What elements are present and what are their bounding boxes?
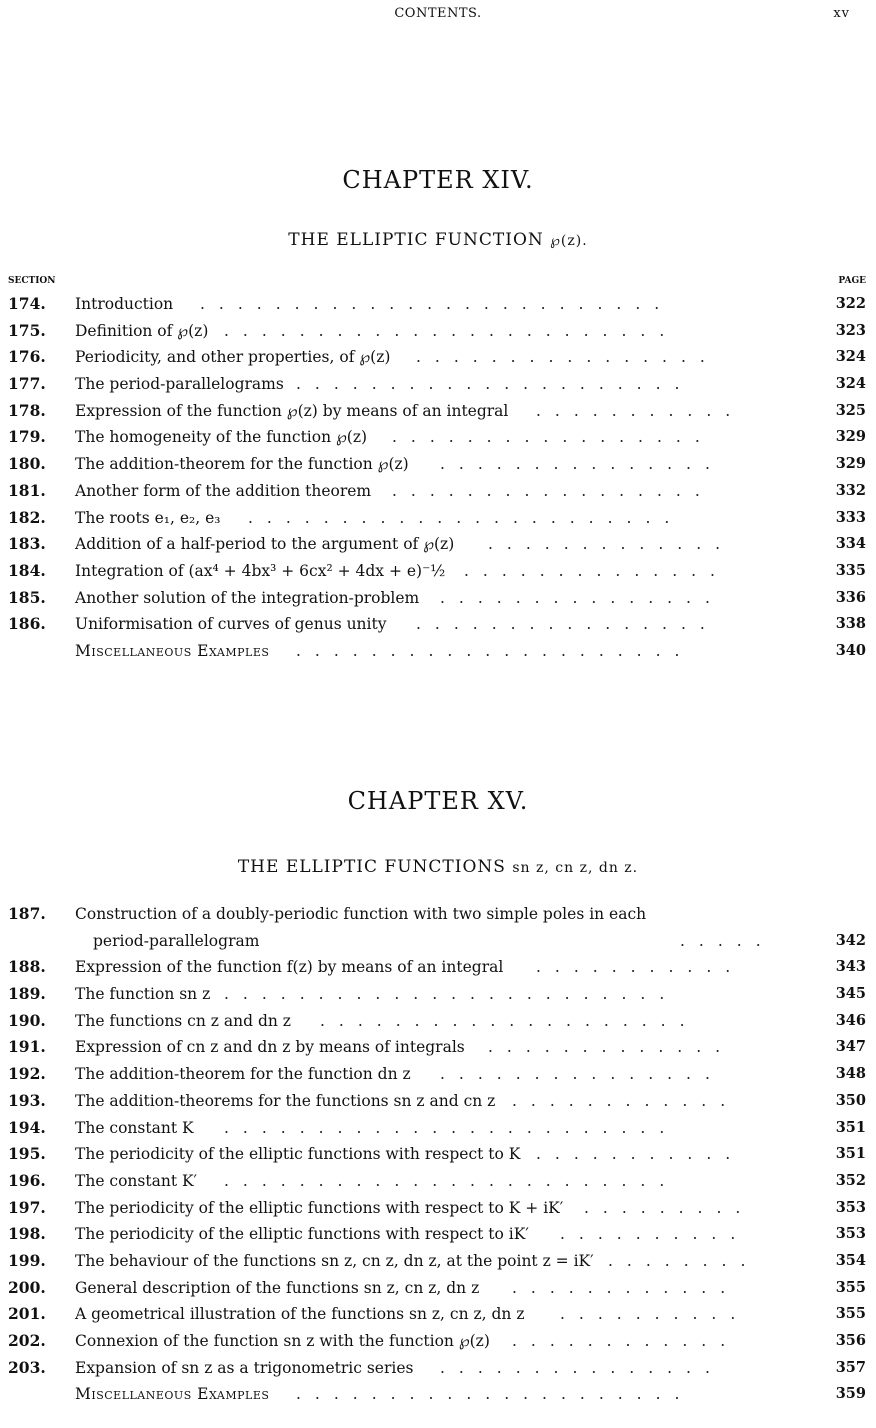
section-title xyxy=(75,1061,411,1088)
dot-leader: ........................ xyxy=(224,1171,679,1190)
section-title xyxy=(75,318,208,345)
page-number: 324 xyxy=(835,348,866,366)
section-number: 188. xyxy=(8,957,46,977)
section-title xyxy=(75,1381,269,1408)
page-number: 329 xyxy=(835,455,866,473)
section-column-label: SECTION xyxy=(8,276,56,286)
section-number: 175. xyxy=(8,320,46,340)
chapter-subtitle-symbol: sn z, cn z, dn z. xyxy=(512,860,639,876)
section-title-text: General description of the functions sn z, cn z, dn z xyxy=(75,1278,480,1297)
toc-entry xyxy=(8,558,866,585)
section-title-text: Definition of ℘(z) xyxy=(75,321,209,340)
page-number: 345 xyxy=(835,985,866,1003)
section-title-text: The roots e₁, e₂, e₃ xyxy=(75,508,221,527)
section-title xyxy=(75,1168,197,1195)
section-title-continuation: period-parallelogram xyxy=(93,931,260,950)
dot-leader: ............ xyxy=(512,1278,740,1297)
section-title-text: Construction of a doubly-periodic function with two simple poles in each xyxy=(75,905,647,923)
dot-leader: ......................... xyxy=(200,295,674,313)
section-number: 176. xyxy=(8,347,46,367)
dot-leader: .............. xyxy=(464,561,729,580)
page-number: 352 xyxy=(835,1171,866,1189)
section-title-text: The periodicity of the elliptic functions with respect to K xyxy=(75,1145,521,1164)
section-title xyxy=(75,954,503,981)
page-number: 348 xyxy=(835,1065,866,1083)
section-title xyxy=(75,1301,525,1328)
section-title xyxy=(75,638,269,665)
section-number: 186. xyxy=(8,614,46,634)
section-title-text: The addition-theorems for the functions sn z and cn z xyxy=(75,1091,496,1110)
section-title xyxy=(75,424,367,451)
dot-leader: ..... xyxy=(680,931,775,950)
dot-leader: ....................... xyxy=(248,508,684,527)
section-title-text: Another form of the addition theorem xyxy=(75,481,372,500)
section-title-text: The constant K′ xyxy=(75,1171,198,1190)
section-title-text: Expansion of sn z as a trigonometric series xyxy=(75,1358,414,1377)
section-title xyxy=(75,291,173,318)
toc-entry xyxy=(8,954,866,981)
page-number: 334 xyxy=(835,535,866,553)
section-title xyxy=(75,585,419,612)
dot-leader: ..................... xyxy=(296,1385,694,1404)
section-number: 194. xyxy=(8,1117,46,1137)
toc-entry xyxy=(8,451,866,478)
page-number: 351 xyxy=(835,1118,866,1136)
toc-list-chapter-14 xyxy=(8,291,866,665)
page-number: 359 xyxy=(835,1385,866,1403)
section-title-text: Expression of cn z and dn z by means of integrals xyxy=(75,1038,465,1057)
page-number: 353 xyxy=(835,1225,866,1243)
toc-entry xyxy=(8,424,866,451)
section-title-text: The addition-theorem for the function ℘(z) xyxy=(75,455,409,474)
section-title-text: Addition of a half-period to the argument of ℘(z) xyxy=(75,535,455,554)
dot-leader: .................... xyxy=(320,1011,699,1030)
toc-entry xyxy=(8,1008,866,1035)
dot-leader: ............ xyxy=(512,1091,740,1110)
section-title xyxy=(75,1008,291,1035)
section-title xyxy=(75,981,210,1008)
running-head-page-number: xv xyxy=(833,6,850,21)
section-title xyxy=(75,371,284,398)
page-column-label: PAGE xyxy=(838,276,866,286)
page-number: 342 xyxy=(835,931,866,949)
section-title-text: The function sn z xyxy=(75,985,211,1004)
toc-entry xyxy=(8,1221,866,1248)
dot-leader: ......... xyxy=(584,1198,755,1217)
page-number: 356 xyxy=(835,1332,866,1350)
section-number: 193. xyxy=(8,1090,46,1110)
chapter-subtitle-text: THE ELLIPTIC FUNCTIONS xyxy=(237,857,506,877)
page-number: 354 xyxy=(835,1251,866,1269)
section-title xyxy=(75,1248,594,1275)
running-head xyxy=(0,6,876,28)
dot-leader: ............ xyxy=(512,1332,740,1351)
toc-entry xyxy=(8,344,866,371)
dot-leader: ..................... xyxy=(296,375,694,394)
section-title xyxy=(75,451,409,478)
section-number: 190. xyxy=(8,1010,46,1030)
chapter-title: CHAPTER XV. xyxy=(347,787,529,815)
section-title-text: The constant K xyxy=(75,1118,194,1137)
dot-leader: ..................... xyxy=(296,641,694,660)
toc-entry xyxy=(8,531,866,558)
section-number: 191. xyxy=(8,1037,46,1057)
dot-leader: .......... xyxy=(560,1305,750,1324)
section-title-text: Integration of (ax⁴ + 4bx³ + 6cx² + 4dx + e)⁻½ xyxy=(75,561,446,580)
section-number: 198. xyxy=(8,1224,46,1244)
section-title xyxy=(75,1355,413,1382)
page-number: 329 xyxy=(835,428,866,446)
section-number: 185. xyxy=(8,587,46,607)
chapter-subtitle xyxy=(0,230,876,250)
section-title xyxy=(75,1115,194,1142)
dot-leader: ................. xyxy=(392,428,714,447)
toc-entry xyxy=(8,901,866,954)
toc-entry xyxy=(8,611,866,638)
page-number: 323 xyxy=(835,321,866,339)
dot-leader: ........... xyxy=(536,401,745,420)
chapter-title: CHAPTER XIV. xyxy=(342,166,534,194)
toc-entry xyxy=(8,371,866,398)
column-headings xyxy=(8,276,866,290)
toc-entry xyxy=(8,981,866,1008)
toc-list-chapter-15 xyxy=(8,901,866,1408)
page-number: 350 xyxy=(835,1091,866,1109)
section-title xyxy=(75,1088,495,1115)
section-title-text: A geometrical illustration of the functions sn z, cn z, dn z xyxy=(75,1305,525,1324)
dot-leader: .......... xyxy=(560,1225,750,1244)
section-title xyxy=(75,901,646,954)
section-number: 201. xyxy=(8,1304,46,1324)
section-title-text: Uniformisation of curves of genus unity xyxy=(75,615,387,634)
section-title-text: The addition-theorem for the function dn z xyxy=(75,1065,411,1084)
dot-leader: ........................ xyxy=(224,985,679,1004)
dot-leader: ............... xyxy=(440,588,724,607)
section-title-text: Miscellaneous Examples xyxy=(75,641,270,660)
dot-leader: ............... xyxy=(440,1358,724,1377)
dot-leader: ................. xyxy=(392,481,714,500)
page-number: 333 xyxy=(835,508,866,526)
page-number: 346 xyxy=(835,1011,866,1029)
page-number: 324 xyxy=(835,375,866,393)
section-title-text: Another solution of the integration-problem xyxy=(75,588,420,607)
section-number: 189. xyxy=(8,984,46,1004)
dot-leader: ............... xyxy=(440,455,724,474)
section-title xyxy=(75,531,454,558)
section-title-text: Periodicity, and other properties, of ℘(z) xyxy=(75,348,391,367)
dot-leader: ........................ xyxy=(224,321,679,340)
section-title xyxy=(75,505,220,532)
section-number: 174. xyxy=(8,294,46,313)
section-title xyxy=(75,478,371,505)
toc-entry xyxy=(8,1115,866,1142)
section-number: 182. xyxy=(8,507,46,527)
section-title-text: Miscellaneous Examples xyxy=(75,1385,270,1404)
running-head-title: CONTENTS. xyxy=(394,6,482,21)
page-number: 355 xyxy=(835,1278,866,1296)
toc-entry xyxy=(8,1195,866,1222)
chapter-subtitle-symbol: ℘(z). xyxy=(550,233,588,249)
page-number: 336 xyxy=(835,588,866,606)
section-title-text: The behaviour of the functions sn z, cn z, dn z, at the point z = iK′ xyxy=(75,1251,594,1270)
toc-entry xyxy=(8,505,866,532)
page-number: 351 xyxy=(835,1145,866,1163)
dot-leader: ................ xyxy=(416,615,719,634)
section-title xyxy=(75,1221,529,1248)
dot-leader: ........................ xyxy=(224,1118,679,1137)
dot-leader: ........... xyxy=(536,958,745,977)
page-number: 335 xyxy=(835,561,866,579)
page-number: 325 xyxy=(835,401,866,419)
section-title-text: Expression of the function f(z) by means of an integral xyxy=(75,958,504,977)
dot-leader: ................ xyxy=(416,348,719,367)
section-title xyxy=(75,344,390,371)
section-title xyxy=(75,1195,563,1222)
dot-leader: ........ xyxy=(608,1251,760,1270)
toc-entry xyxy=(8,318,866,345)
section-number: 202. xyxy=(8,1331,46,1351)
dot-leader: ............... xyxy=(440,1065,724,1084)
page-number: 347 xyxy=(835,1038,866,1056)
dot-leader: ........... xyxy=(536,1145,745,1164)
section-title-text: The periodicity of the elliptic functions with respect to iK′ xyxy=(75,1225,529,1244)
toc-entry xyxy=(8,1088,866,1115)
page-number: 340 xyxy=(835,641,866,659)
toc-entry xyxy=(8,1381,866,1408)
page-number: 355 xyxy=(835,1305,866,1323)
toc-entry xyxy=(8,1275,866,1302)
section-number: 199. xyxy=(8,1250,46,1270)
chapter-subtitle xyxy=(0,857,876,877)
toc-entry xyxy=(8,585,866,612)
toc-entry xyxy=(8,1301,866,1328)
section-title xyxy=(75,558,445,585)
toc-entry xyxy=(8,478,866,505)
section-number: 181. xyxy=(8,480,46,500)
section-number: 184. xyxy=(8,560,46,580)
section-title-text: Expression of the function ℘(z) by means of an integral xyxy=(75,401,509,420)
section-number: 200. xyxy=(8,1277,46,1297)
section-number: 197. xyxy=(8,1197,46,1217)
section-title-text: The periodicity of the elliptic functions with respect to K + iK′ xyxy=(75,1198,564,1217)
toc-entry xyxy=(8,1141,866,1168)
toc-entry xyxy=(8,1355,866,1382)
page-number: 343 xyxy=(835,958,866,976)
section-number: 178. xyxy=(8,400,46,420)
section-title-text: The functions cn z and dn z xyxy=(75,1011,291,1030)
section-number: 180. xyxy=(8,454,46,474)
page-number: 353 xyxy=(835,1198,866,1216)
section-number: 187. xyxy=(8,904,46,923)
toc-entry xyxy=(8,1168,866,1195)
section-number: 203. xyxy=(8,1357,46,1377)
toc-entry xyxy=(8,1248,866,1275)
toc-entry xyxy=(8,638,866,665)
section-title xyxy=(75,1141,520,1168)
section-title-text: The homogeneity of the function ℘(z) xyxy=(75,428,368,447)
section-title xyxy=(75,1034,465,1061)
page-number: 332 xyxy=(835,481,866,499)
section-number: 196. xyxy=(8,1170,46,1190)
page-number: 357 xyxy=(835,1358,866,1376)
section-title-text: Introduction xyxy=(75,295,174,313)
section-number: 195. xyxy=(8,1144,46,1164)
section-number: 177. xyxy=(8,374,46,394)
toc-entry xyxy=(8,291,866,318)
section-number: 183. xyxy=(8,534,46,554)
toc-entry xyxy=(8,1328,866,1355)
section-number: 192. xyxy=(8,1064,46,1084)
section-title-text: Connexion of the function sn z with the function ℘(z) xyxy=(75,1332,490,1351)
dot-leader: ............. xyxy=(488,1038,735,1057)
section-number: 179. xyxy=(8,427,46,447)
section-title xyxy=(75,611,386,638)
toc-entry xyxy=(8,1034,866,1061)
section-title xyxy=(75,1275,479,1302)
section-title xyxy=(75,398,508,425)
page-number: 322 xyxy=(835,295,866,312)
chapter-subtitle-text: THE ELLIPTIC FUNCTION xyxy=(288,230,544,250)
dot-leader: ............. xyxy=(488,535,735,554)
toc-entry xyxy=(8,1061,866,1088)
section-title xyxy=(75,1328,490,1355)
page-number: 338 xyxy=(835,615,866,633)
section-title-text: The period-parallelograms xyxy=(75,375,284,394)
toc-entry xyxy=(8,398,866,425)
